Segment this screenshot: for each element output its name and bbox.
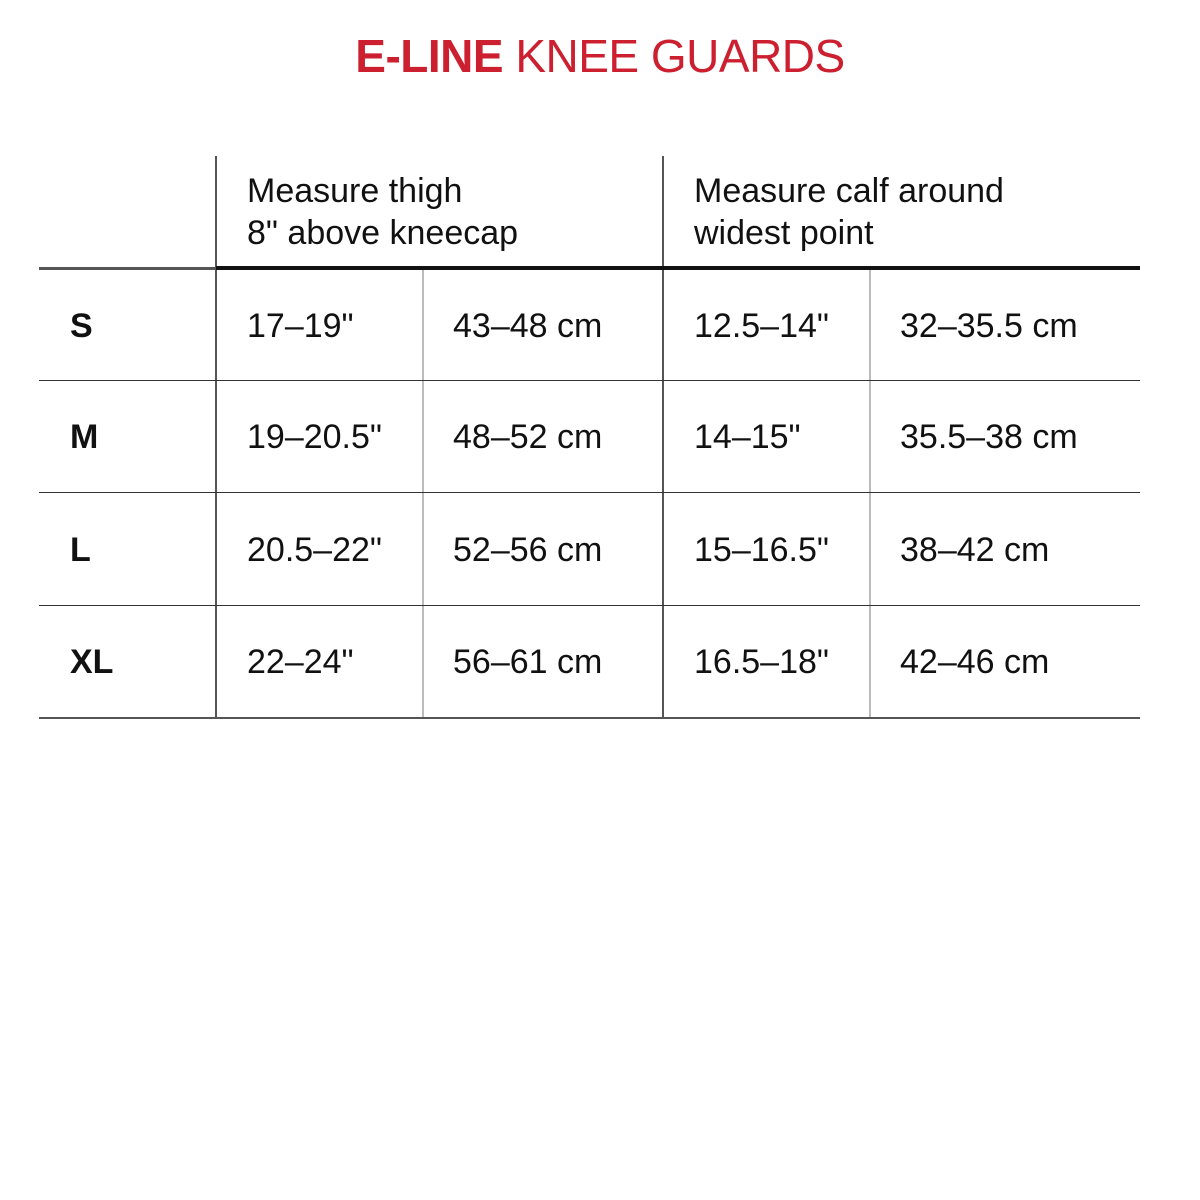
calf-inches: 14–15" [694,418,801,456]
header-divider [216,266,1140,270]
thigh-inches: 22–24" [247,643,354,681]
thigh-inches: 19–20.5" [247,418,382,456]
size-label: L [70,531,91,569]
header-thigh [247,170,518,254]
calf-inches: 16.5–18" [694,643,829,681]
calf-inches: 12.5–14" [694,307,829,345]
header-calf-line2: widest point [694,214,874,252]
thigh-cm: 43–48 cm [453,307,603,345]
thigh-cm: 48–52 cm [453,418,603,456]
header-calf-line1: Measure calf around [694,172,1004,210]
header-calf [694,170,1004,254]
size-label: S [70,307,93,345]
size-label: M [70,418,99,456]
calf-cm: 32–35.5 cm [900,307,1078,345]
divider-size-col [215,156,217,718]
header-divider-left [39,267,216,270]
row-divider [39,605,1140,606]
calf-cm: 38–42 cm [900,531,1050,569]
header-thigh-line2: 8" above kneecap [247,214,519,252]
thigh-inches: 20.5–22" [247,531,382,569]
size-label: XL [70,643,114,681]
thigh-cm: 56–61 cm [453,643,603,681]
calf-inches: 15–16.5" [694,531,829,569]
row-divider [39,717,1140,719]
calf-cm: 35.5–38 cm [900,418,1078,456]
divider-thigh-calf [662,156,664,718]
calf-cm: 42–46 cm [900,643,1050,681]
thigh-inches: 17–19" [247,307,354,345]
thigh-cm: 52–56 cm [453,531,603,569]
page-title [0,28,1200,84]
row-divider [39,380,1140,381]
title-product-line: E-LINE [355,30,504,82]
header-thigh-line1: Measure thigh [247,172,463,210]
divider-thigh-units [422,270,424,718]
title-product-name: KNEE GUARDS [515,30,845,82]
divider-calf-units [869,270,871,718]
row-divider [39,492,1140,493]
